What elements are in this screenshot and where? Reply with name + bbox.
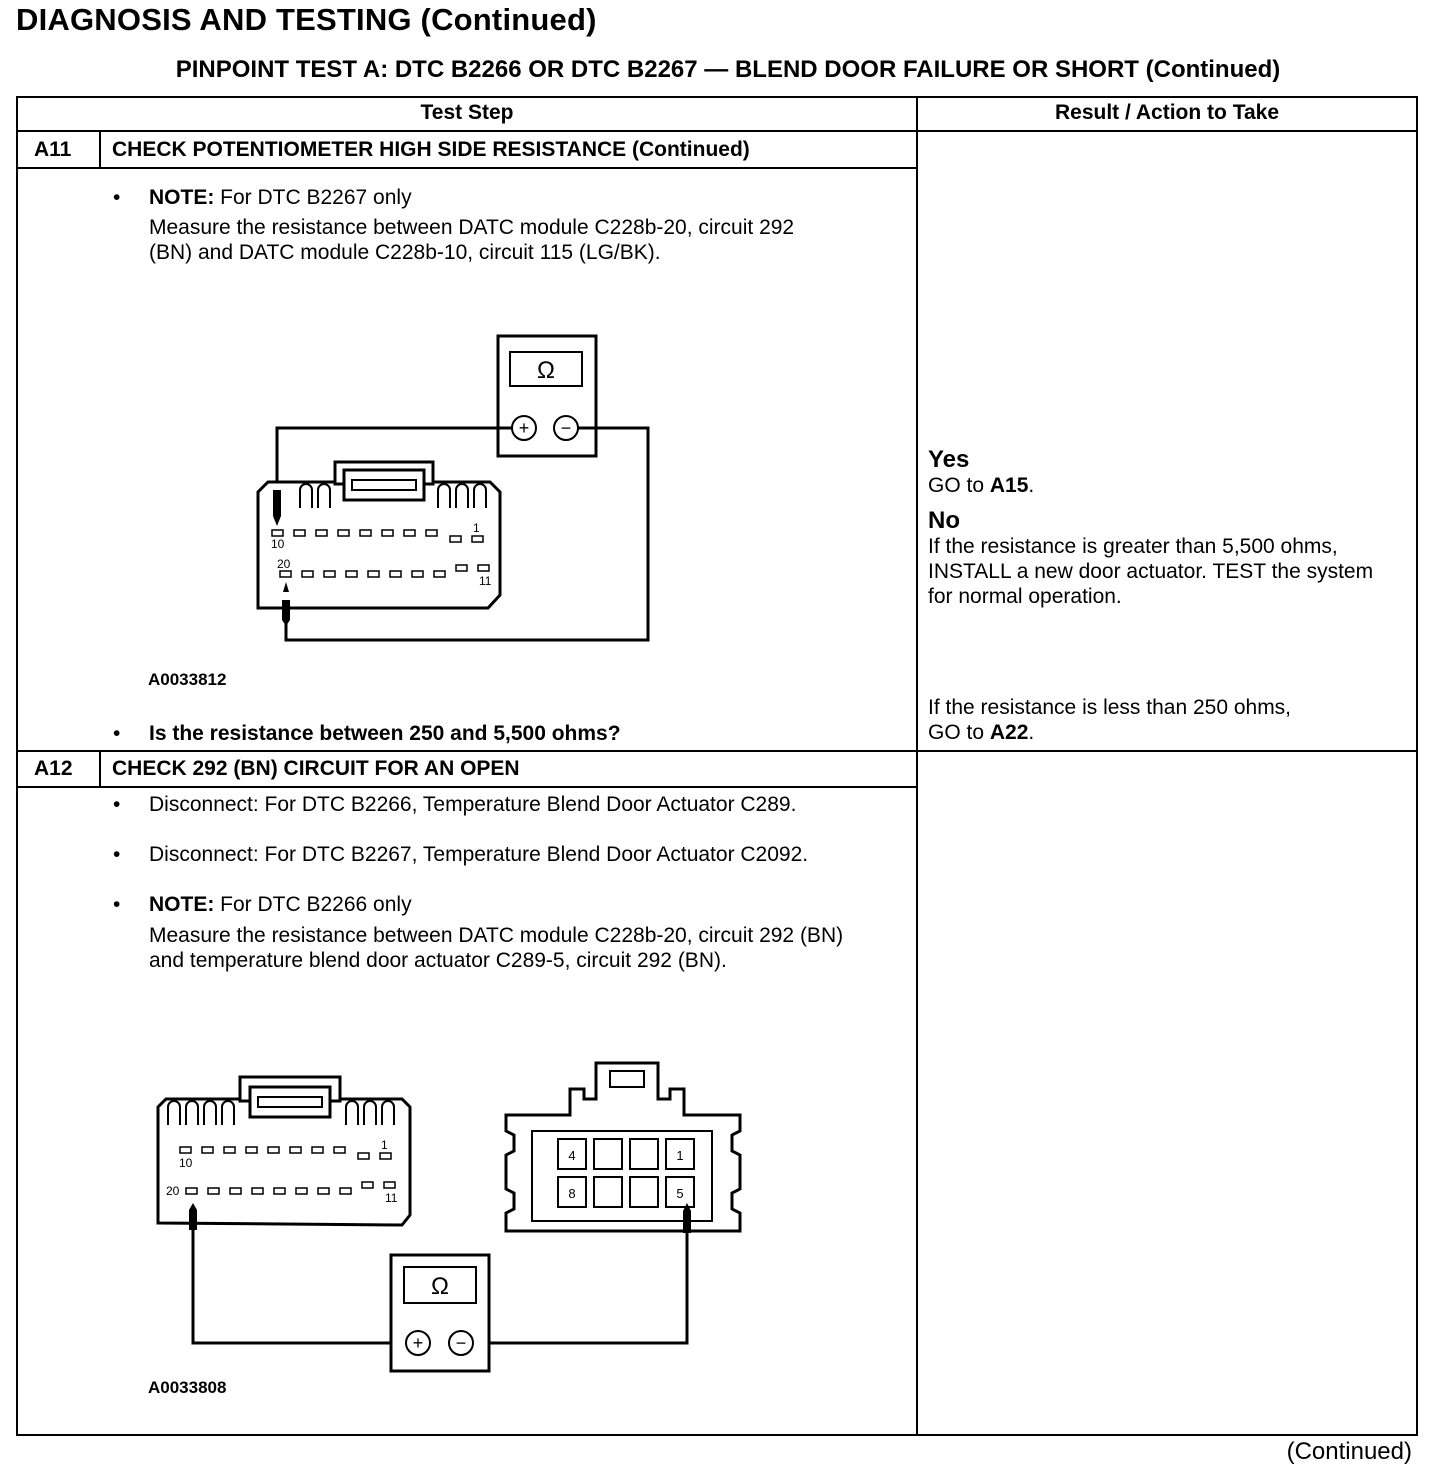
a11-figure-id: A0033812 bbox=[148, 670, 227, 689]
continued-footer: (Continued) bbox=[1286, 1438, 1412, 1465]
actuator-pin-4: 4 bbox=[568, 1148, 576, 1163]
a12-disconnect-c2092 bbox=[113, 842, 889, 867]
column-divider bbox=[916, 96, 918, 1436]
a11-question bbox=[113, 721, 889, 746]
bullet-text: Disconnect: For DTC B2266, Temperature Blend Door Actuator C289. bbox=[149, 793, 797, 816]
svg-text:−: − bbox=[455, 1333, 467, 1353]
result-less-than: If the resistance is less than 250 ohms, bbox=[928, 696, 1292, 719]
note-text: For DTC B2267 only bbox=[214, 186, 412, 209]
go-to-text: GO to bbox=[928, 721, 990, 744]
pin-label-1: 1 bbox=[473, 521, 480, 535]
result-yes-action bbox=[928, 473, 1034, 498]
a12-figure-id: A0033808 bbox=[148, 1378, 227, 1397]
period: . bbox=[1028, 474, 1035, 497]
actuator-pin-8: 8 bbox=[568, 1186, 576, 1201]
a11-note bbox=[113, 185, 869, 210]
result-less-than-action bbox=[928, 720, 1034, 745]
actuator-pin-5: 5 bbox=[676, 1186, 684, 1201]
result-no-action: If the resistance is greater than 5,500 ohms, INSTALL a new door actuator. TEST the system for normal operation. bbox=[928, 535, 1374, 608]
svg-text:+: + bbox=[412, 1333, 424, 1353]
column-header-test-step: Test Step bbox=[420, 101, 514, 124]
a11-title-divider bbox=[16, 167, 918, 169]
note-text: For DTC B2266 only bbox=[214, 893, 412, 916]
svg-text:−: − bbox=[560, 418, 572, 438]
a12-title-divider bbox=[16, 786, 918, 788]
bullet-dot: • bbox=[113, 843, 121, 866]
page-heading: DIAGNOSIS AND TESTING (Continued) bbox=[16, 2, 597, 37]
svg-text:+: + bbox=[518, 418, 530, 438]
result-no-label: No bbox=[928, 507, 960, 534]
bullet-dot: • bbox=[113, 186, 121, 209]
result-yes-label: Yes bbox=[928, 446, 970, 473]
ohm-symbol: Ω bbox=[431, 1273, 449, 1300]
pin-label-1: 1 bbox=[381, 1138, 388, 1152]
step-id-divider-a12 bbox=[99, 750, 101, 788]
bullet-dot: • bbox=[113, 722, 121, 745]
step-link-a22[interactable]: A22 bbox=[989, 721, 1029, 744]
ohm-symbol: Ω bbox=[537, 357, 555, 384]
a11-connector-diagram bbox=[240, 330, 670, 660]
question-text: Is the resistance between 250 and 5,500 ohms? bbox=[149, 722, 621, 745]
a11-row-divider bbox=[16, 750, 1418, 752]
ohmmeter bbox=[498, 336, 596, 456]
pin-label-10: 10 bbox=[179, 1156, 193, 1170]
pin-label-10: 10 bbox=[271, 537, 285, 551]
step-title-a12: CHECK 292 (BN) CIRCUIT FOR AN OPEN bbox=[112, 757, 520, 780]
pin-label-11: 11 bbox=[385, 1191, 398, 1205]
bullet-text: Disconnect: For DTC B2267, Temperature Blend Door Actuator C2092. bbox=[149, 843, 809, 866]
datc-connector-c228b bbox=[158, 1077, 410, 1225]
actuator-pin-1: 1 bbox=[676, 1148, 684, 1163]
step-link-a15[interactable]: A15 bbox=[989, 474, 1029, 497]
header-divider bbox=[16, 130, 1418, 132]
bullet-dot: • bbox=[113, 793, 121, 816]
period: . bbox=[1028, 721, 1035, 744]
a11-measure-text: Measure the resistance between DATC module C228b-20, circuit 292 (BN) and DATC module C228b-10, circuit 115 (LG/BK). bbox=[149, 216, 795, 264]
note-label: NOTE: bbox=[149, 186, 215, 209]
pin-label-20: 20 bbox=[166, 1184, 180, 1198]
go-to-text: GO to bbox=[928, 474, 990, 497]
a12-connector-diagram bbox=[150, 1055, 750, 1380]
ohmmeter bbox=[391, 1255, 489, 1371]
step-id-a12: A12 bbox=[34, 757, 73, 780]
step-id-divider-a11 bbox=[99, 130, 101, 168]
pin-label-11: 11 bbox=[479, 574, 492, 588]
step-id-a11: A11 bbox=[34, 138, 72, 161]
pin-label-20: 20 bbox=[277, 557, 291, 571]
pinpoint-test-heading: PINPOINT TEST A: DTC B2266 OR DTC B2267 — BLEND DOOR FAILURE OR SHORT (Continued) bbox=[175, 56, 1281, 83]
a12-measure-text: Measure the resistance between DATC module C228b-20, circuit 292 (BN) and temperature blend door actuator C289-5, circuit 292 (BN). bbox=[149, 924, 844, 972]
note-label: NOTE: bbox=[149, 893, 215, 916]
step-title-a11: CHECK POTENTIOMETER HIGH SIDE RESISTANCE (Continued) bbox=[112, 138, 750, 161]
column-header-result: Result / Action to Take bbox=[1054, 101, 1280, 124]
a12-disconnect-c289 bbox=[113, 792, 889, 817]
a12-note bbox=[113, 892, 889, 917]
bullet-dot: • bbox=[113, 893, 121, 916]
